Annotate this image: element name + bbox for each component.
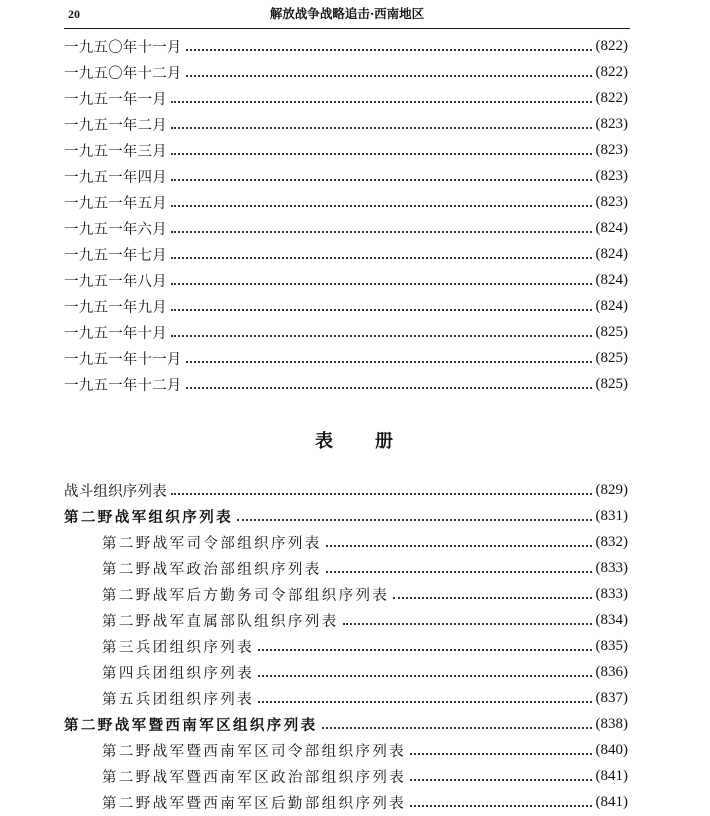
- toc-entry-label: 一九五一年三月: [64, 143, 167, 160]
- toc-entry[interactable]: [102, 790, 628, 814]
- toc-entry-label: 一九五一年五月: [64, 195, 167, 212]
- toc-entry[interactable]: [64, 112, 628, 136]
- toc-entry-label: 一九五〇年十一月: [64, 39, 182, 56]
- section-heading-part: 册: [375, 431, 395, 452]
- dot-leader: [171, 204, 592, 207]
- toc-entry-label: 第二野战军组织序列表: [64, 508, 233, 526]
- toc-entry-label: 一九五一年十一月: [64, 351, 182, 368]
- dot-leader: [171, 178, 592, 181]
- toc-entry-page: (837): [595, 689, 628, 706]
- toc-entry[interactable]: [102, 738, 628, 762]
- toc-entry[interactable]: [102, 764, 628, 788]
- dot-leader: [343, 622, 592, 625]
- toc-entry-page: (823): [595, 141, 628, 158]
- toc-entry-page: (841): [595, 767, 628, 784]
- toc-entry-page: (822): [595, 89, 628, 106]
- dot-leader: [322, 726, 592, 729]
- toc-entry[interactable]: [64, 60, 628, 84]
- toc-entry-page: (822): [595, 63, 628, 80]
- toc-entry-page: (824): [595, 219, 628, 236]
- toc-entry-label: 第二野战军暨西南军区司令部组织序列表: [102, 743, 407, 760]
- toc-entry[interactable]: [64, 712, 628, 736]
- toc-entry[interactable]: [102, 634, 628, 658]
- toc-entry-label: 第二野战军后方勤务司令部组织序列表: [102, 587, 390, 604]
- page-number: 20: [68, 7, 80, 21]
- dot-leader: [186, 360, 592, 363]
- toc-entry-label: 第五兵团组织序列表: [102, 691, 255, 708]
- toc-entry-page: (825): [595, 323, 628, 340]
- toc-entry-page: (829): [595, 481, 628, 498]
- toc-entry-label: 第四兵团组织序列表: [102, 665, 255, 682]
- toc-entry[interactable]: [64, 242, 628, 266]
- dot-leader: [258, 700, 591, 703]
- running-title: 解放战争战略追击·西南地区: [269, 6, 425, 21]
- toc-entry-page: (825): [595, 349, 628, 366]
- dot-leader: [258, 674, 591, 677]
- toc-entry-label: 一九五一年六月: [64, 221, 167, 238]
- toc-entry-label: 第二野战军暨西南军区政治部组织序列表: [102, 769, 407, 786]
- toc-entry[interactable]: [64, 190, 628, 214]
- toc-entry-label: 第二野战军暨西南军区组织序列表: [64, 716, 318, 734]
- toc-entry-label: 一九五一年四月: [64, 169, 167, 186]
- dot-leader: [410, 752, 591, 755]
- toc-entry[interactable]: [64, 138, 628, 162]
- toc-entry-page: (833): [595, 585, 628, 602]
- toc-entry[interactable]: [64, 268, 628, 292]
- toc-entry[interactable]: [64, 504, 628, 528]
- toc-entry[interactable]: [102, 608, 628, 632]
- dot-leader: [171, 334, 592, 337]
- toc-entry-page: (823): [595, 115, 628, 132]
- toc-entry[interactable]: [102, 660, 628, 684]
- toc-entry-page: (823): [595, 167, 628, 184]
- toc-entry[interactable]: [102, 582, 628, 606]
- toc-entry-page: (823): [595, 193, 628, 210]
- dot-leader: [186, 74, 592, 77]
- dot-leader: [186, 386, 592, 389]
- toc-entry[interactable]: [64, 86, 628, 110]
- dot-leader: [393, 596, 591, 599]
- toc-entry-label: 一九五一年九月: [64, 299, 167, 316]
- toc-entry-label: 一九五〇年十二月: [64, 65, 182, 82]
- toc-entry-label: 第三兵团组织序列表: [102, 639, 255, 656]
- toc-entry-label: 第二野战军暨西南军区后勤部组织序列表: [102, 795, 407, 812]
- section-heading-part: 表: [315, 431, 335, 452]
- toc-entry[interactable]: [64, 320, 628, 344]
- dot-leader: [237, 518, 592, 521]
- toc-entry-label: 一九五一年八月: [64, 273, 167, 290]
- toc-entry[interactable]: [64, 372, 628, 396]
- toc-entry-label: 第二野战军司令部组织序列表: [102, 535, 322, 552]
- toc-entry-label: 一九五一年七月: [64, 247, 167, 264]
- dot-leader: [326, 570, 592, 573]
- toc-entry-label: 一九五一年二月: [64, 117, 167, 134]
- toc-entry-page: (824): [595, 245, 628, 262]
- dot-leader: [171, 282, 592, 285]
- toc-entry-page: (838): [595, 715, 628, 732]
- section-heading: [0, 427, 710, 453]
- toc-entry-label: 第二野战军政治部组织序列表: [102, 561, 322, 578]
- toc-entry[interactable]: [102, 530, 628, 554]
- toc-entry-page: (831): [595, 507, 628, 524]
- toc-entry[interactable]: [64, 294, 628, 318]
- toc-entry[interactable]: [64, 478, 628, 502]
- dot-leader: [171, 126, 592, 129]
- toc-entry-page: (825): [595, 375, 628, 392]
- toc-entry-page: (832): [595, 533, 628, 550]
- dot-leader: [258, 648, 591, 651]
- dot-leader: [171, 492, 592, 495]
- dot-leader: [171, 230, 592, 233]
- toc-entry[interactable]: [102, 686, 628, 710]
- dot-leader: [171, 100, 592, 103]
- toc-entry[interactable]: [64, 34, 628, 58]
- toc-entry-label: 一九五一年十月: [64, 325, 167, 342]
- toc-entry-page: (834): [595, 611, 628, 628]
- toc-entry-label: 一九五一年一月: [64, 91, 167, 108]
- toc-entry-page: (833): [595, 559, 628, 576]
- toc-entry-page: (841): [595, 793, 628, 810]
- toc-entry-page: (822): [595, 37, 628, 54]
- toc-entry-page: (824): [595, 271, 628, 288]
- toc-entry-page: (840): [595, 741, 628, 758]
- toc-entry[interactable]: [102, 556, 628, 580]
- toc-entry[interactable]: [64, 164, 628, 188]
- toc-entry-label: 第二野战军直属部队组织序列表: [102, 613, 339, 630]
- dot-leader: [410, 804, 591, 807]
- dot-leader: [171, 308, 592, 311]
- dot-leader: [171, 152, 592, 155]
- dot-leader: [186, 48, 592, 51]
- dot-leader: [410, 778, 591, 781]
- dot-leader: [171, 256, 592, 259]
- toc-entry-page: (835): [595, 637, 628, 654]
- dot-leader: [326, 544, 592, 547]
- toc-entry[interactable]: [64, 216, 628, 240]
- toc-entry-label: 一九五一年十二月: [64, 377, 182, 394]
- toc-entry[interactable]: [64, 346, 628, 370]
- toc-entry-page: (836): [595, 663, 628, 680]
- toc-entry-label: 战斗组织序列表: [64, 483, 167, 500]
- toc-entry-page: (824): [595, 297, 628, 314]
